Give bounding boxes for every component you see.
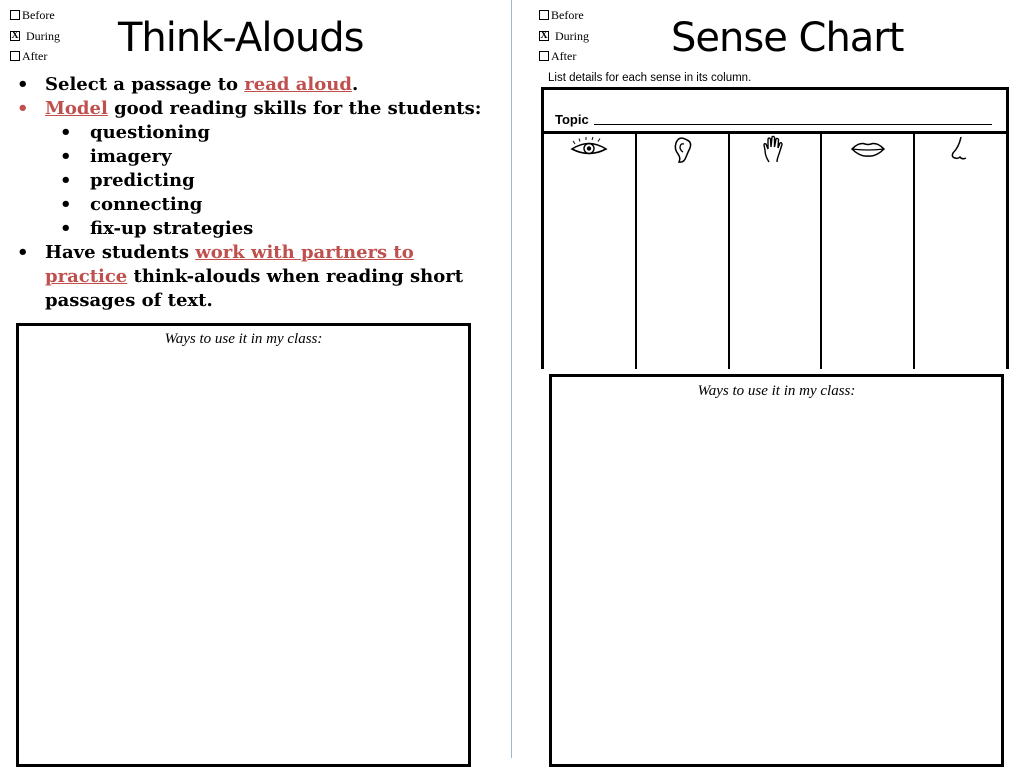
checkbox-before[interactable] [10, 10, 20, 20]
sense-columns [544, 134, 1006, 369]
skills-list [45, 121, 492, 241]
checklist-item-before[interactable] [10, 5, 60, 26]
checkbox-during[interactable]: X [540, 29, 548, 41]
right-notes-box[interactable] [549, 374, 1004, 767]
checkbox-before[interactable] [539, 10, 549, 20]
skill-item: • questioning [45, 121, 492, 145]
bullet-text: good reading skills for the students: [107, 98, 482, 119]
checklist-item-after[interactable] [10, 46, 60, 67]
sense-column-touch[interactable] [730, 134, 823, 369]
topic-line[interactable] [594, 124, 992, 125]
topic-row [544, 90, 1006, 134]
sense-column-hearing[interactable] [637, 134, 730, 369]
nose-icon [941, 134, 981, 164]
notes-caption: Ways to use it in my class: [697, 383, 856, 399]
checkbox-after[interactable] [539, 51, 549, 61]
notes-caption: Ways to use it in my class: [164, 331, 323, 347]
bullet-text: . [351, 74, 359, 95]
skill-item: • imagery [45, 145, 492, 169]
strategy-bullets [17, 73, 492, 313]
bullet-text: Have students [45, 242, 196, 263]
skill-item: • fix-up strategies [45, 217, 492, 241]
bullet-item [17, 241, 492, 313]
checkbox-during[interactable]: X [11, 29, 19, 41]
read-aloud-link[interactable]: read aloud [244, 74, 352, 95]
lips-icon [848, 134, 888, 164]
checklist-label: During [26, 28, 60, 43]
bullet-text: think-alouds when reading short passages of text. [45, 266, 464, 311]
topic-label: Topic [555, 112, 589, 127]
checklist-item-during[interactable] [539, 26, 589, 47]
left-phase-checklist [10, 5, 60, 67]
checklist-label: Before [551, 8, 584, 22]
sense-chart-sheet [541, 87, 1009, 369]
sense-column-smell[interactable] [915, 134, 1006, 369]
skill-item: • connecting [45, 193, 492, 217]
bullet-item [17, 97, 492, 241]
ear-icon [662, 134, 702, 164]
page-divider [511, 0, 512, 758]
model-link[interactable]: Model [45, 98, 108, 119]
checklist-item-during[interactable] [10, 26, 60, 47]
sense-chart [541, 71, 1011, 370]
bullet-text: Select a passage to [45, 74, 245, 95]
checklist-label: Before [22, 8, 55, 22]
checklist-label: After [22, 49, 48, 63]
left-notes-box[interactable] [16, 323, 471, 767]
sense-column-taste[interactable] [822, 134, 915, 369]
checklist-label: After [551, 49, 577, 63]
checklist-label: During [555, 28, 589, 43]
eye-icon [569, 134, 609, 164]
page-title: Sense Chart [671, 15, 904, 61]
sense-column-sight[interactable] [544, 134, 637, 369]
chart-instruction: List details for each sense in its column. [548, 72, 752, 84]
checklist-item-before[interactable] [539, 5, 589, 26]
checkbox-after[interactable] [10, 51, 20, 61]
bullet-item [17, 73, 492, 97]
page-title: Think-Alouds [118, 15, 364, 61]
right-phase-checklist [539, 5, 589, 67]
checklist-item-after[interactable] [539, 46, 589, 67]
skill-item: • predicting [45, 169, 492, 193]
hand-icon [755, 134, 795, 164]
partners-link[interactable]: work with partners to practice [45, 242, 414, 287]
